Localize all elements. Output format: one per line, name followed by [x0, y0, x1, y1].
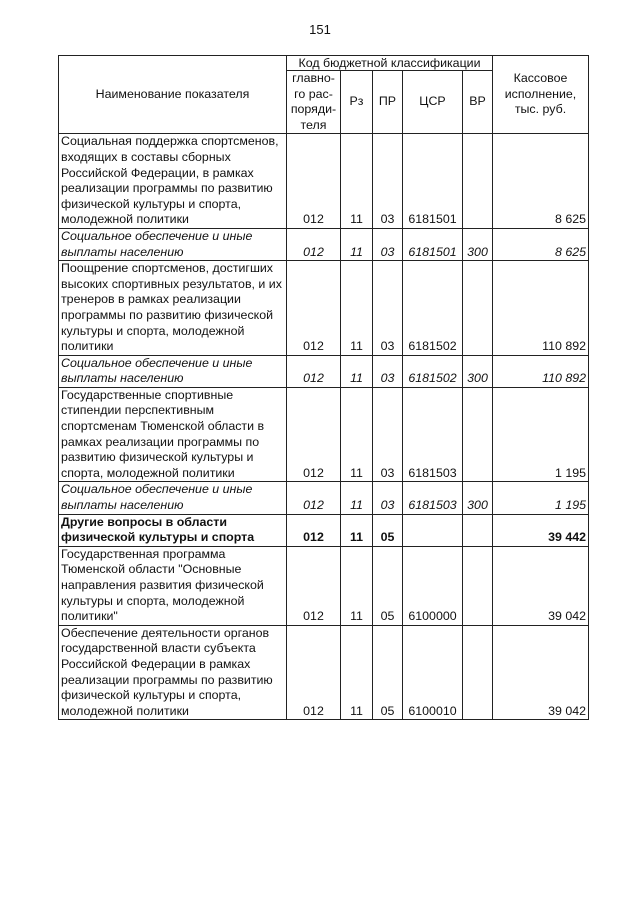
page-number: 151	[309, 22, 331, 37]
row-vr	[463, 387, 493, 482]
table-row	[59, 546, 589, 625]
row-csr: 6181501	[403, 134, 463, 229]
row-rz: 11	[341, 355, 373, 387]
row-name: Государственные спортивные стипендии перспективным спортсменам Тюменской области в рамках реализации программы по развитию физической культуры и спорта, молодежной политики	[59, 387, 287, 482]
row-rz: 11	[341, 261, 373, 356]
table-row	[59, 387, 589, 482]
row-glav: 012	[287, 546, 341, 625]
row-glav: 012	[287, 228, 341, 260]
table-row	[59, 228, 589, 260]
row-pr: 03	[373, 355, 403, 387]
row-name: Социальное обеспечение и иные выплаты населению	[59, 482, 287, 514]
row-csr: 6100000	[403, 546, 463, 625]
row-csr: 6181501	[403, 228, 463, 260]
row-name: Другие вопросы в области физической культуры и спорта	[59, 514, 287, 546]
row-pr: 03	[373, 482, 403, 514]
row-csr: 6100010	[403, 625, 463, 720]
row-vr	[463, 514, 493, 546]
header-rz: Рз	[341, 71, 373, 134]
row-value: 39 442	[493, 514, 589, 546]
row-value: 110 892	[493, 355, 589, 387]
row-vr	[463, 134, 493, 229]
row-csr: 6181502	[403, 355, 463, 387]
row-glav: 012	[287, 355, 341, 387]
row-name: Социальное обеспечение и иные выплаты населению	[59, 228, 287, 260]
row-name: Поощрение спортсменов, достигших высоких спортивных результатов, и их тренеров в рамках реализации программы по развитию физической культуры и спорта, молодежной политики	[59, 261, 287, 356]
header-glav: главно-го рас-поряди-теля	[287, 71, 341, 134]
header-vr: ВР	[463, 71, 493, 134]
row-value: 1 195	[493, 482, 589, 514]
row-value: 8 625	[493, 228, 589, 260]
row-rz: 11	[341, 546, 373, 625]
row-glav: 012	[287, 482, 341, 514]
row-csr: 6181502	[403, 261, 463, 356]
row-glav: 012	[287, 514, 341, 546]
row-vr	[463, 625, 493, 720]
row-glav: 012	[287, 625, 341, 720]
row-rz: 11	[341, 514, 373, 546]
row-name: Социальное обеспечение и иные выплаты населению	[59, 355, 287, 387]
row-rz: 11	[341, 482, 373, 514]
row-vr: 300	[463, 355, 493, 387]
row-value: 1 195	[493, 387, 589, 482]
budget-table	[58, 55, 589, 720]
table-row	[59, 625, 589, 720]
row-value: 8 625	[493, 134, 589, 229]
row-name: Обеспечение деятельности органов государственной власти субъекта Российской Федерации в рамках реализации программы по развитию физической культуры и спорта, молодежной политики	[59, 625, 287, 720]
row-rz: 11	[341, 387, 373, 482]
row-glav: 012	[287, 387, 341, 482]
row-vr	[463, 261, 493, 356]
row-rz: 11	[341, 228, 373, 260]
header-name: Наименование показателя	[59, 56, 287, 134]
table-row	[59, 482, 589, 514]
table-row	[59, 261, 589, 356]
row-vr	[463, 546, 493, 625]
row-pr: 03	[373, 387, 403, 482]
row-value: 110 892	[493, 261, 589, 356]
row-pr: 05	[373, 625, 403, 720]
header-budget-code: Код бюджетной классификации	[287, 56, 493, 71]
row-pr: 03	[373, 261, 403, 356]
row-vr: 300	[463, 482, 493, 514]
header-csr: ЦСР	[403, 71, 463, 134]
row-value: 39 042	[493, 546, 589, 625]
row-vr: 300	[463, 228, 493, 260]
table-row	[59, 355, 589, 387]
row-csr: 6181503	[403, 482, 463, 514]
table-row	[59, 514, 589, 546]
row-csr	[403, 514, 463, 546]
table-body	[59, 134, 589, 720]
row-pr: 03	[373, 228, 403, 260]
row-csr: 6181503	[403, 387, 463, 482]
row-glav: 012	[287, 261, 341, 356]
row-name: Социальная поддержка спортсменов, входящих в составы сборных Российской Федерации, в рамках реализации программы по развитию физической культуры и спорта, молодежной политики	[59, 134, 287, 229]
header-pr: ПР	[373, 71, 403, 134]
row-rz: 11	[341, 134, 373, 229]
header-cash-execution: Кассовое исполнение, тыс. руб.	[493, 56, 589, 134]
row-value: 39 042	[493, 625, 589, 720]
row-name: Государственная программа Тюменской области "Основные направления развития физической культуры и спорта, молодежной политики"	[59, 546, 287, 625]
table-row	[59, 134, 589, 229]
row-pr: 03	[373, 134, 403, 229]
row-glav: 012	[287, 134, 341, 229]
row-pr: 05	[373, 514, 403, 546]
row-pr: 05	[373, 546, 403, 625]
row-rz: 11	[341, 625, 373, 720]
